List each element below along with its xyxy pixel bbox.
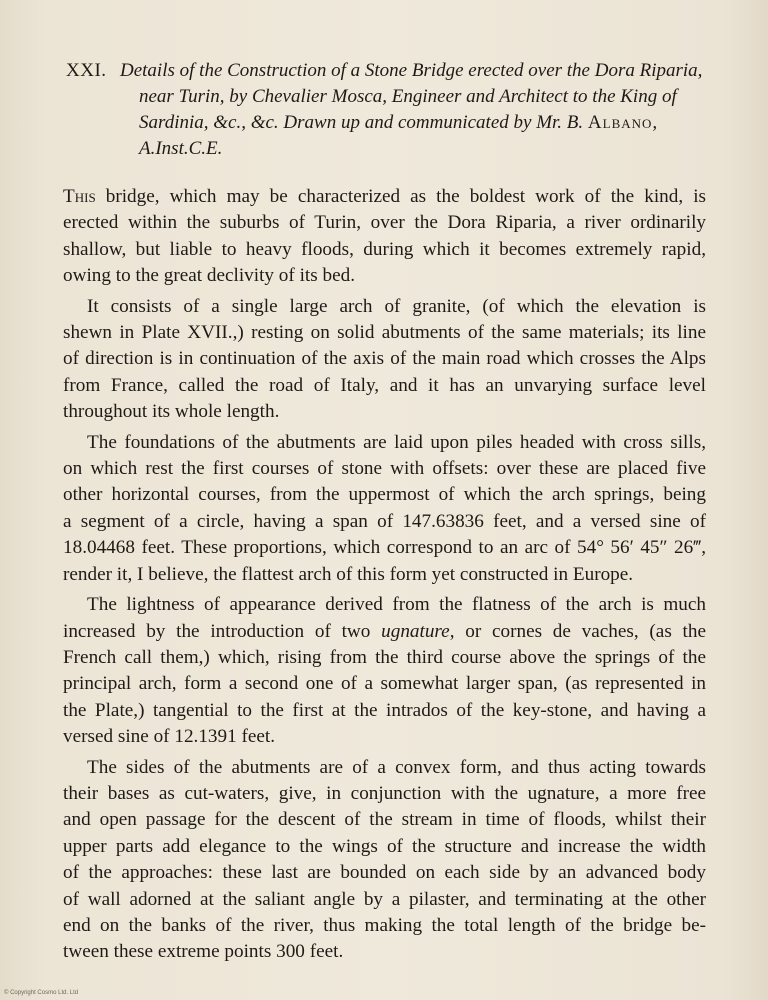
paragraph-line: other horizontal courses, from the uppermost of which the arch springs, being [63, 484, 706, 506]
paragraph-line: The lightness of appearance derived from the flatness of the arch is much [87, 594, 706, 616]
heading-line-3-comma: , [652, 112, 658, 133]
paragraph-line: end on the banks of the river, thus making the total length of the bridge be- [63, 914, 706, 936]
paragraph-4 [63, 592, 706, 750]
article-body [63, 184, 706, 966]
paragraph-line: upper parts add elegance to the wings of the structure and increase the width [63, 835, 706, 857]
paragraph-line: owing to the great declivity of its bed. [63, 265, 356, 287]
article-number: XXI. [66, 60, 107, 81]
paragraph-line: versed sine of 12.1391 feet. [63, 726, 276, 748]
paragraph-line: throughout its whole length. [63, 401, 280, 423]
paragraph-line: the Plate,) tangential to the first at the intrados of the key-stone, and having a [63, 699, 706, 721]
paragraph-line [63, 184, 706, 210]
paragraph-line: erected within the suburbs of Turin, over the Dora Riparia, a river ordinarily [63, 212, 706, 234]
heading-line-2: near Turin, by Chevalier Mosca, Engineer and Architect to the King of [139, 86, 677, 107]
paragraph-line: shallow, but liable to heavy floods, during which it becomes extremely rapid, [63, 238, 706, 260]
paragraph-line: 18.04468 feet. These proportions, which correspond to an arc of 54° 56′ 45″ 26‴, [63, 537, 706, 559]
paragraph-line: shewn in Plate XVII.,) resting on solid abutments of the same materials; its line [63, 322, 706, 344]
paragraph-line-text: increased by the introduction of two [63, 620, 382, 642]
paragraph-5 [63, 755, 706, 966]
copyright-notice: © Copyright Cosmo Ltd. Ltd [4, 990, 79, 996]
paragraph-line: and open passage for the descent of the stream in time of floods, whilst their [63, 809, 706, 831]
paragraph-line: of wall adorned at the saliant angle by a pilaster, and terminating at the other [63, 888, 706, 910]
paragraph-line: tween these extreme points 300 feet. [63, 941, 344, 963]
paragraph-3 [63, 430, 706, 588]
paragraph-line: French call them,) which, rising from the third course above the springs of the [63, 646, 706, 668]
paragraph-line: The sides of the abutments are of a convex form, and thus acting towards [87, 756, 706, 778]
paragraph-1 [63, 184, 706, 290]
paragraph-line: The foundations of the abutments are laid upon piles headed with cross sills, [87, 431, 706, 453]
paragraph-line: principal arch, form a second one of a somewhat larger span, (as represented in [63, 673, 706, 695]
paragraph-line: render it, I believe, the flattest arch of this form yet constructed in Europe. [63, 563, 634, 585]
paragraph-line: on which rest the first courses of stone with offsets: over these are placed five [63, 458, 706, 480]
drop-word: This [63, 186, 96, 207]
paragraph-line-text: , or cornes de vaches, (as the [449, 620, 706, 642]
author-name: Albano [587, 112, 653, 133]
paragraph-line: from France, called the road of Italy, and it has an unvarying surface level [63, 374, 706, 396]
paragraph-line: of the approaches: these last are bounded on each side by an advanced body [63, 862, 706, 884]
paragraph-line-text: bridge, which may be characterized as the boldest work of the kind, is [95, 186, 706, 207]
heading-line-3-text: Sardinia, &c., &c. Drawn up and communicated by Mr. B. [139, 112, 588, 133]
heading-line-1: Details of the Construction of a Stone Bridge erected over the Dora Riparia, [120, 60, 703, 81]
paragraph-line: of direction is in continuation of the axis of the main road which crosses the Alps [63, 348, 706, 370]
italic-term: ugnature [381, 620, 450, 642]
paragraph-line: a segment of a circle, having a span of 147.63836 feet, and a versed sine of [63, 510, 706, 532]
heading-line-3 [66, 110, 706, 136]
paragraph-2 [63, 294, 706, 426]
paragraph-line: It consists of a single large arch of granite, (of which the elevation is [87, 295, 706, 317]
heading-line-4: A.Inst.C.E. [139, 138, 223, 159]
paragraph-line [63, 619, 706, 645]
paragraph-line: their bases as cut-waters, give, in conjunction with the ugnature, a more free [63, 782, 706, 804]
article-heading [66, 58, 706, 162]
